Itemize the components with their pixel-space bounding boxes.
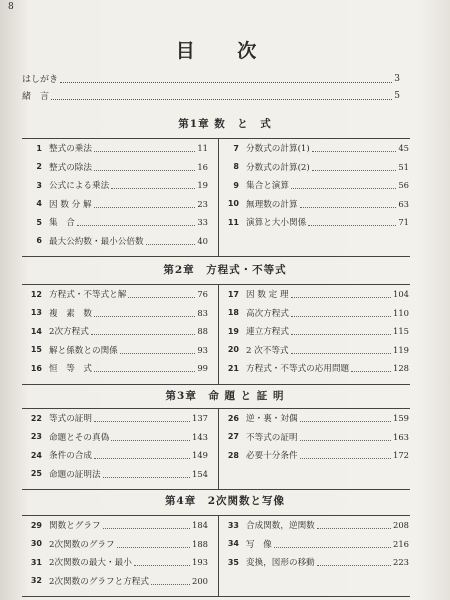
section-number: 4 [36, 199, 42, 208]
section-number: 9 [233, 180, 239, 190]
toc-entry [22, 556, 208, 568]
section-title: 2 次不等式 [246, 345, 289, 356]
toc-entry [22, 325, 208, 337]
section-title: 方程式・不等式の応用問題 [246, 364, 350, 374]
section-number: 18 [227, 308, 239, 317]
section-number: 13 [30, 308, 42, 317]
section-title: 無理数の計算 [246, 199, 298, 210]
section-title: 2次関数の最大・最小 [49, 558, 132, 568]
toc-entry [22, 198, 208, 210]
chapter-section-list [22, 408, 410, 490]
section-title: 写 像 [246, 539, 272, 550]
section-page: 115 [393, 326, 409, 336]
front-matter-introduction [22, 89, 400, 102]
leader-dots [291, 333, 391, 335]
section-number: 17 [227, 289, 239, 299]
section-page: 19 [197, 180, 208, 190]
section-number: 19 [227, 326, 239, 336]
section-page: 110 [393, 307, 409, 318]
section-page: 45 [398, 143, 409, 153]
section-title: 複 素 数 [49, 308, 92, 319]
toc-entry [219, 161, 409, 173]
toc-entry [22, 468, 208, 480]
leader-dots [308, 224, 396, 226]
section-page: 184 [192, 520, 208, 530]
toc-entry [219, 142, 409, 154]
section-number: 3 [36, 180, 42, 190]
leader-dots [300, 457, 391, 459]
chapter-heading: 第2章 方程式・不等式 [163, 264, 287, 276]
section-title: 関数とグラフ [49, 521, 101, 531]
section-number: 2 [36, 162, 42, 171]
section-page: 119 [393, 344, 409, 355]
leader-dots [351, 370, 391, 372]
leader-dots [300, 206, 397, 208]
section-number: 12 [30, 289, 42, 299]
section-number: 6 [36, 236, 42, 245]
section-title: 演算と大小関係 [246, 218, 307, 228]
front-matter-page: 5 [394, 90, 400, 101]
section-number: 35 [227, 557, 239, 567]
leader-dots [94, 315, 195, 317]
section-number: 25 [30, 469, 42, 478]
toc-entry [22, 344, 208, 356]
toc-entry [22, 288, 208, 300]
left-column [22, 285, 212, 384]
chapter-section-list [22, 515, 410, 597]
leader-dots [274, 546, 391, 548]
leader-dots [103, 476, 190, 478]
section-page: 11 [197, 143, 208, 153]
toc-entry [22, 161, 208, 173]
left-column [22, 516, 212, 596]
section-number: 23 [30, 432, 42, 441]
section-title: 公式による乗法 [49, 181, 110, 191]
section-page: 154 [192, 468, 208, 479]
section-page: 93 [197, 344, 208, 355]
section-page: 16 [197, 161, 208, 172]
toc-entry [219, 449, 409, 461]
section-title: 因 数 分 解 [49, 199, 92, 210]
section-number: 27 [227, 432, 239, 441]
section-page: 99 [197, 363, 208, 373]
leader-dots [317, 564, 391, 566]
chapter-section-list [22, 284, 410, 385]
chapter-heading: 第3章 命 題 と 証 明 [165, 390, 285, 402]
chapter-heading: 第4章 2次関数と写像 [164, 495, 286, 507]
section-title: 集 合 [49, 218, 75, 228]
right-column [218, 516, 411, 596]
section-title: 必要十分条件 [246, 451, 298, 461]
leader-dots [312, 169, 397, 171]
left-column [22, 139, 212, 256]
section-title: 恒 等 式 [49, 364, 92, 374]
section-number: 8 [233, 162, 239, 171]
section-number: 31 [30, 557, 42, 567]
section-title: 不等式の証明 [246, 432, 298, 443]
section-number: 5 [36, 217, 42, 227]
chapter-section-list [22, 138, 410, 257]
section-page: 23 [197, 198, 208, 209]
leader-dots [94, 206, 196, 208]
section-number: 10 [227, 199, 239, 208]
toc-entry [22, 362, 208, 374]
right-column [218, 409, 411, 489]
section-title: 整式の乗法 [49, 144, 92, 154]
section-page: 88 [197, 326, 208, 336]
leader-dots [91, 333, 195, 335]
toc-entry [219, 288, 409, 300]
leader-dots [94, 457, 190, 459]
section-number: 22 [30, 413, 42, 423]
leader-dots [111, 439, 190, 441]
leader-dots [291, 296, 391, 298]
section-page: 63 [398, 198, 409, 209]
toc-entry [219, 179, 409, 191]
toc-entry [219, 344, 409, 356]
front-matter-label: 緒 言 [22, 92, 50, 102]
section-number: 28 [227, 450, 239, 460]
toc-entry [219, 362, 409, 374]
section-number: 26 [227, 413, 239, 423]
section-page: 56 [398, 180, 409, 190]
leader-dots [291, 352, 391, 354]
section-title: 等式の証明 [49, 414, 92, 424]
right-column [218, 139, 411, 256]
leader-dots [117, 546, 190, 548]
toc-entry [219, 325, 409, 337]
section-number: 16 [30, 363, 42, 373]
section-title: 命題とその真偽 [49, 432, 110, 443]
leader-dots [51, 98, 392, 100]
toc-entry [219, 412, 409, 424]
leader-dots [134, 564, 190, 566]
section-page: 51 [398, 161, 409, 172]
section-page: 149 [192, 450, 208, 460]
toc-entry [219, 198, 409, 210]
leader-dots [312, 150, 397, 152]
front-matter-preface [22, 72, 400, 85]
section-title: 命題の証明法 [49, 469, 101, 480]
section-title: 集合と演算 [246, 181, 289, 191]
toc-entry [22, 142, 208, 154]
right-column [218, 285, 411, 384]
section-page: 33 [197, 217, 208, 227]
leader-dots [103, 527, 190, 529]
section-title: 因 数 定 理 [246, 290, 289, 300]
section-title: 整式の除法 [49, 162, 92, 173]
toc-entry [22, 538, 208, 550]
toc-entry [219, 216, 409, 228]
toc-entry [219, 431, 409, 443]
leader-dots [300, 439, 391, 441]
section-title: 連立方程式 [246, 327, 289, 337]
leader-dots [317, 527, 391, 529]
section-number: 24 [30, 450, 42, 460]
section-page: 193 [192, 557, 208, 567]
toc-entry [22, 179, 208, 191]
section-title: 解と係数との関係 [49, 345, 118, 356]
toc-entry [22, 216, 208, 228]
section-number: 20 [227, 345, 239, 354]
toc-entry [219, 538, 409, 550]
section-page: 159 [393, 413, 409, 423]
chapter-heading: 第1章 数 と 式 [178, 118, 272, 130]
section-page: 223 [393, 557, 409, 567]
section-number: 11 [227, 217, 239, 227]
section-page: 143 [192, 431, 208, 442]
toc-entry [219, 519, 409, 531]
leader-dots [77, 224, 196, 226]
toc-entry [22, 412, 208, 424]
section-title: 方程式・不等式と解 [49, 290, 127, 300]
section-number: 7 [233, 143, 239, 153]
section-title: 合成関数，逆関数 [246, 521, 315, 531]
toc-entry [22, 449, 208, 461]
section-number: 15 [30, 345, 42, 354]
section-title: 変換，図形の移動 [246, 558, 315, 568]
leader-dots [146, 243, 196, 245]
section-page: 172 [393, 450, 409, 460]
section-title: 逆・裏・対偶 [246, 414, 298, 424]
section-title: 分数式の計算(2) [246, 162, 310, 173]
leader-dots [94, 169, 195, 171]
leader-dots [291, 187, 396, 189]
section-number: 33 [227, 520, 239, 530]
toc-entry [22, 307, 208, 319]
page-number: 8 [8, 2, 14, 12]
page-title: 目 次 [175, 40, 275, 62]
leader-dots [94, 420, 190, 422]
section-title: 最大公約数・最小公倍数 [49, 236, 144, 247]
toc-entry [22, 575, 208, 587]
leader-dots [94, 150, 195, 152]
leader-dots [128, 296, 195, 298]
leader-dots [120, 352, 196, 354]
section-page: 83 [197, 307, 208, 318]
section-page: 128 [393, 363, 409, 373]
section-page: 137 [192, 413, 208, 423]
leader-dots [151, 583, 190, 585]
section-title: 条件の合成 [49, 451, 92, 461]
section-page: 163 [393, 431, 409, 442]
leader-dots [291, 315, 391, 317]
section-page: 40 [197, 235, 208, 246]
section-number: 1 [36, 143, 42, 153]
section-title: 2次方程式 [49, 327, 89, 337]
front-matter-page: 3 [394, 73, 400, 84]
section-page: 104 [393, 289, 409, 299]
section-page: 188 [192, 538, 208, 549]
section-number: 14 [30, 326, 42, 336]
left-column [22, 409, 212, 489]
leader-dots [111, 187, 195, 189]
front-matter-label: はしがき [22, 75, 59, 85]
section-page: 200 [192, 575, 208, 586]
leader-dots [300, 420, 391, 422]
toc-entry [219, 556, 409, 568]
toc-entry [219, 307, 409, 319]
section-number: 30 [30, 539, 42, 548]
section-page: 208 [393, 520, 409, 530]
section-page: 76 [197, 289, 208, 299]
section-number: 32 [30, 576, 42, 585]
toc-entry [22, 519, 208, 531]
section-title: 2次関数のグラフ [49, 539, 115, 550]
toc-entry [22, 235, 208, 247]
section-number: 34 [227, 539, 239, 548]
section-page: 71 [398, 217, 409, 227]
leader-dots [60, 81, 392, 83]
section-title: 高次方程式 [246, 308, 289, 319]
toc-entry [22, 431, 208, 443]
section-number: 21 [227, 363, 239, 373]
section-number: 29 [30, 520, 42, 530]
leader-dots [94, 370, 195, 372]
section-page: 216 [393, 538, 409, 549]
section-title: 分数式の計算(1) [246, 144, 310, 154]
section-title: 2次関数のグラフと方程式 [49, 576, 149, 587]
